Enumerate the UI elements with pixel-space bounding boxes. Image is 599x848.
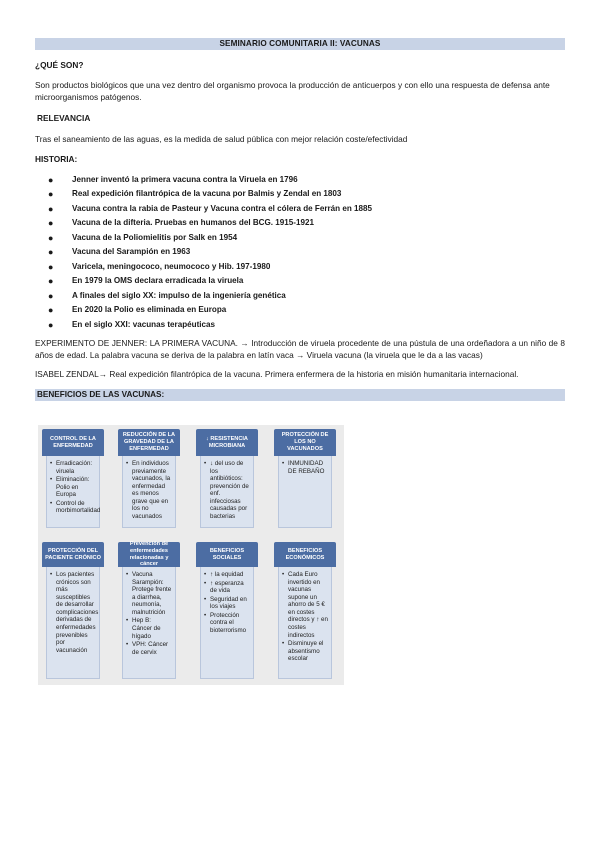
historia-item: ● En 2020 la Polio es eliminada en Europa [35, 303, 565, 318]
benefit-card [274, 429, 336, 528]
benefit-card [118, 542, 180, 679]
zendal-lead: ISABEL ZENDAL [35, 369, 99, 379]
experimento-text: → Introducción de viruela procedente de una pústula de una ordeñadora a un niño de 8 años de edad. La palabra vacuna se deriva de la palabra en latín vaca → Viruela vacuna (la viruela que le da a las vacas) [35, 338, 565, 360]
que-son-heading: ¿QUÉ SON? [35, 60, 84, 70]
historia-item: ● Vacuna contra la rabia de Pasteur y Vacuna contra el cólera de Ferrán en 1885 [35, 202, 565, 217]
historia-item: ● A finales del siglo XX: impulso de la ingeniería genética [35, 289, 565, 304]
bullet-icon: ● [48, 319, 54, 330]
bullet-icon: ● [48, 232, 54, 243]
benefit-card-title: ↓ RESISTENCIA MICROBIANA [196, 429, 258, 456]
benefit-card-body [278, 456, 332, 528]
benefit-card-body [200, 567, 254, 679]
benefit-item: • VPH: Cáncer de cervix [126, 641, 172, 656]
document-title: SEMINARIO COMUNITARIA II: VACUNAS [35, 38, 565, 50]
benefit-item: • Protección contra el bioterrorismo [204, 612, 250, 635]
historia-item: ● Vacuna de la difteria. Pruebas en humanos del BCG. 1915-1921 [35, 216, 565, 231]
benefit-item: • Los pacientes crónicos son más susceptibles de desarrollar complicaciones derivadas de enfermedades prevenibles por vacunación [50, 571, 96, 654]
bullet-icon: ● [48, 189, 54, 200]
benefit-card [274, 542, 336, 679]
benefit-card [42, 429, 104, 528]
zendal-text: → Real expedición filantrópica de la vacuna. Primera enfermera de la historia en misión humanitaria internacional. [98, 369, 519, 379]
bullet-icon: ● [48, 276, 54, 287]
benefit-card-title: BENEFICIOS ECONÓMICOS [274, 542, 336, 567]
benefit-card-title: REDUCCIÓN DE LA GRAVEDAD DE LA ENFERMEDAD [118, 429, 180, 456]
benefit-card-title: PROTECCIÓN DE LOS NO VACUNADOS [274, 429, 336, 456]
benefit-card-body [46, 456, 100, 528]
experimento-paragraph [35, 338, 565, 361]
benefit-card-body [278, 567, 332, 679]
benefit-card [118, 429, 180, 528]
benefit-item: • INMUNIDAD DE REBAÑO [282, 460, 328, 475]
benefit-card [196, 429, 258, 528]
historia-heading: HISTORIA: [35, 154, 78, 165]
benefit-item: • En individuos previamente vacunados, la enfermedad es menos grave que en los no vacunados [126, 460, 172, 521]
benefit-item: • Hep B: Cáncer de hígado [126, 617, 172, 640]
benefit-card-body [46, 567, 100, 679]
relevancia-heading: RELEVANCIA [37, 113, 91, 124]
benefit-item: • Eliminación: Polio en Europa [50, 476, 96, 499]
bullet-icon: ● [48, 305, 54, 316]
benefit-item: • Cada Euro invertido en vacunas supone un ahorro de 5 € en costes directos y ↑ en costes indirectos [282, 571, 328, 639]
benefit-card-title: PROTECCIÓN DEL PACIENTE CRÓNICO [42, 542, 104, 567]
experimento-lead: EXPERIMENTO DE JENNER: LA PRIMERA VACUNA. [35, 338, 238, 349]
benefit-item: • Control de morbimortalidad [50, 500, 96, 515]
historia-item: ● Varicela, meningococo, neumococo y Hib. 197-1980 [35, 260, 565, 275]
benefit-item: • Seguridad en los viajes [204, 596, 250, 611]
benefit-card-body [122, 456, 176, 528]
benefit-card [42, 542, 104, 679]
benefit-card-title: BENEFICIOS SOCIALES [196, 542, 258, 567]
benefit-card-body [122, 567, 176, 679]
benefit-card [196, 542, 258, 679]
bullet-icon: ● [48, 247, 54, 258]
benefit-item: • Erradicación: viruela [50, 460, 96, 475]
historia-list [35, 173, 565, 333]
benefit-item: • ↓ del uso de los antibióticos: prevención de enf. infecciosas causadas por bacterias [204, 460, 250, 521]
bullet-icon: ● [48, 218, 54, 229]
relevancia-text: Tras el saneamiento de las aguas, es la medida de salud pública con mejor relación coste/efectividad [35, 133, 408, 144]
historia-item: ● Vacuna de la Poliomielitis por Salk en 1954 [35, 231, 565, 246]
benefit-item: • ↑ esperanza de vida [204, 580, 250, 595]
historia-item: ● Vacuna del Sarampión en 1963 [35, 245, 565, 260]
beneficios-diagram [38, 425, 344, 685]
historia-item: ● En el siglo XXI: vacunas terapéuticas [35, 318, 565, 333]
benefit-item: • ↑ la equidad [204, 571, 250, 579]
que-son-text: Son productos biológicos que una vez dentro del organismo provoca la producción de anticuerpos y con ello una respuesta de defensa ante microorganismos patógenos. [35, 80, 550, 102]
benefit-card-body [200, 456, 254, 528]
bullet-icon: ● [48, 261, 54, 272]
historia-item: ● Real expedición filantrópica de la vacuna por Balmis y Zendal en 1803 [35, 187, 565, 202]
historia-item: ● Jenner inventó la primera vacuna contra la Viruela en 1796 [35, 173, 565, 188]
zendal-paragraph [35, 369, 565, 380]
bullet-icon: ● [48, 174, 54, 185]
beneficios-heading: BENEFICIOS DE LAS VACUNAS: [35, 389, 565, 401]
benefit-item: • Vacuna Sarampión: Protege frente a diarrhea, neumonía, malnutrición [126, 571, 172, 616]
benefit-item: • Disminuye el absentismo escolar [282, 640, 328, 663]
historia-item: ● En 1979 la OMS declara erradicada la viruela [35, 274, 565, 289]
bullet-icon: ● [48, 290, 54, 301]
benefit-card-title: CONTROL DE LA ENFERMEDAD [42, 429, 104, 456]
benefit-card-title: Prevención de enfermedades relacionadas y cáncer [118, 542, 180, 567]
document-page [35, 38, 565, 401]
bullet-icon: ● [48, 203, 54, 214]
